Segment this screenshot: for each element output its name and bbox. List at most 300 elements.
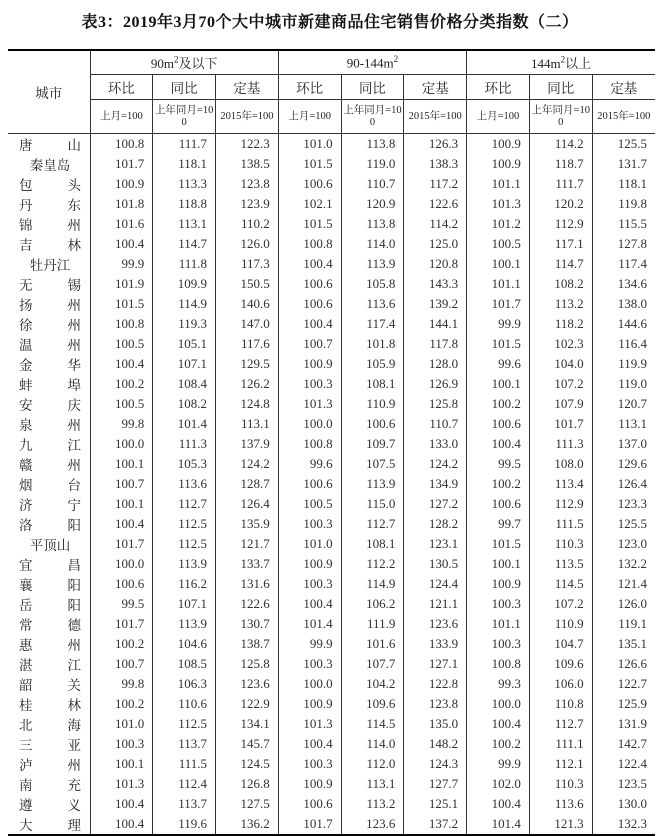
- cell-city-name: [8, 754, 90, 774]
- city-name-text: 唐 山: [19, 138, 81, 153]
- cell-city-name: [8, 154, 90, 174]
- cell-city-name: [8, 534, 90, 554]
- city-name-text: 桂 林: [19, 698, 81, 713]
- cell-index-value: 101.4: [467, 814, 530, 835]
- cell-index-value: 99.5: [90, 594, 153, 614]
- cell-index-value: 121.3: [529, 814, 592, 835]
- cell-index-value: 100.4: [278, 254, 341, 274]
- base-label-prev-month: 上月=100: [278, 100, 341, 134]
- table-row: [8, 194, 655, 214]
- cell-index-value: 114.2: [529, 134, 592, 155]
- cell-index-value: 123.6: [341, 814, 404, 835]
- city-name-text: 无 锡: [19, 278, 81, 293]
- cell-index-value: 111.7: [529, 174, 592, 194]
- cell-index-value: 112.0: [341, 754, 404, 774]
- cell-index-value: 128.7: [216, 474, 279, 494]
- cell-index-value: 100.4: [90, 354, 153, 374]
- base-label-2015: 2015年=100: [216, 100, 279, 134]
- city-name-text: 北 海: [19, 718, 81, 733]
- cell-index-value: 113.1: [153, 214, 216, 234]
- city-name-text: 三 亚: [19, 738, 81, 753]
- cell-index-value: 100.2: [90, 694, 153, 714]
- cell-index-value: 113.7: [153, 794, 216, 814]
- cell-index-value: 104.0: [529, 354, 592, 374]
- cell-index-value: 107.2: [529, 594, 592, 614]
- cell-index-value: 101.8: [90, 194, 153, 214]
- cell-index-value: 108.2: [153, 394, 216, 414]
- cell-index-value: 125.8: [404, 394, 467, 414]
- cell-index-value: 135.0: [404, 714, 467, 734]
- cell-city-name: [8, 714, 90, 734]
- cell-index-value: 110.7: [404, 414, 467, 434]
- cell-index-value: 107.1: [153, 354, 216, 374]
- price-index-table: [8, 49, 655, 836]
- cell-index-value: 100.2: [90, 374, 153, 394]
- cell-index-value: 101.8: [341, 334, 404, 354]
- table-row: [8, 694, 655, 714]
- cell-index-value: 100.3: [90, 734, 153, 754]
- cell-index-value: 101.5: [278, 154, 341, 174]
- cell-city-name: [8, 134, 90, 155]
- cell-index-value: 117.3: [216, 254, 279, 274]
- city-name-text: 秦 皇 岛: [29, 158, 71, 173]
- cell-index-value: 101.7: [529, 414, 592, 434]
- city-name-text: 济 宁: [19, 498, 81, 513]
- cell-index-value: 101.5: [467, 534, 530, 554]
- cell-index-value: 114.2: [404, 214, 467, 234]
- table-row: [8, 474, 655, 494]
- cell-index-value: 111.8: [153, 254, 216, 274]
- base-label-2015: 2015年=100: [404, 100, 467, 134]
- cell-index-value: 106.2: [341, 594, 404, 614]
- cell-index-value: 130.7: [216, 614, 279, 634]
- cell-index-value: 123.3: [592, 494, 655, 514]
- cell-index-value: 118.1: [153, 154, 216, 174]
- cell-index-value: 100.3: [278, 754, 341, 774]
- table-row: [8, 674, 655, 694]
- cell-index-value: 100.3: [467, 594, 530, 614]
- cell-index-value: 100.9: [278, 694, 341, 714]
- cell-index-value: 130.0: [592, 794, 655, 814]
- cell-index-value: 100.6: [467, 414, 530, 434]
- cell-index-value: 100.0: [90, 434, 153, 454]
- cell-index-value: 125.5: [592, 134, 655, 155]
- table-row: [8, 354, 655, 374]
- cell-index-value: 124.4: [404, 574, 467, 594]
- cell-index-value: 101.5: [90, 294, 153, 314]
- table-row: [8, 374, 655, 394]
- cell-index-value: 117.8: [404, 334, 467, 354]
- cell-index-value: 110.3: [529, 534, 592, 554]
- cell-index-value: 118.8: [153, 194, 216, 214]
- cell-index-value: 125.1: [404, 794, 467, 814]
- base-label-prev-year: 上年同月=100: [153, 100, 216, 134]
- table-row: [8, 334, 655, 354]
- base-label-prev-year: 上年同月=100: [529, 100, 592, 134]
- cell-index-value: 100.5: [278, 494, 341, 514]
- cell-index-value: 110.6: [153, 694, 216, 714]
- cell-index-value: 100.9: [467, 154, 530, 174]
- cell-city-name: [8, 294, 90, 314]
- cell-index-value: 113.9: [341, 254, 404, 274]
- cell-index-value: 100.0: [278, 674, 341, 694]
- cell-index-value: 126.4: [216, 494, 279, 514]
- cell-index-value: 101.3: [278, 714, 341, 734]
- cell-index-value: 122.4: [592, 754, 655, 774]
- city-name-text: 洛 阳: [19, 518, 81, 533]
- cell-index-value: 100.6: [278, 794, 341, 814]
- table-row: [8, 634, 655, 654]
- cell-city-name: [8, 174, 90, 194]
- cell-index-value: 126.9: [404, 374, 467, 394]
- col-header-yoy: 同比: [529, 75, 592, 100]
- cell-index-value: 113.7: [153, 734, 216, 754]
- cell-index-value: 122.3: [216, 134, 279, 155]
- cell-index-value: 133.9: [404, 634, 467, 654]
- cell-index-value: 131.6: [216, 574, 279, 594]
- city-name-text: 平 顶 山: [29, 538, 71, 553]
- cell-index-value: 145.7: [216, 734, 279, 754]
- cell-index-value: 101.4: [153, 414, 216, 434]
- cell-index-value: 125.8: [216, 654, 279, 674]
- cell-index-value: 100.1: [90, 754, 153, 774]
- cell-city-name: [8, 794, 90, 814]
- table-row: [8, 454, 655, 474]
- cell-index-value: 111.9: [341, 614, 404, 634]
- cell-index-value: 102.3: [529, 334, 592, 354]
- cell-index-value: 100.3: [278, 574, 341, 594]
- col-header-fixed-base: 定基: [404, 75, 467, 100]
- cell-index-value: 106.3: [153, 674, 216, 694]
- city-name-text: 包 头: [19, 178, 81, 193]
- cell-index-value: 138.0: [592, 294, 655, 314]
- cell-index-value: 123.1: [404, 534, 467, 554]
- cell-city-name: [8, 674, 90, 694]
- cell-city-name: [8, 814, 90, 835]
- cell-index-value: 109.6: [529, 654, 592, 674]
- city-name-text: 金 华: [19, 358, 81, 373]
- cell-index-value: 132.3: [592, 814, 655, 835]
- city-name-text: 大 理: [19, 818, 81, 833]
- cell-city-name: [8, 654, 90, 674]
- cell-index-value: 108.1: [341, 534, 404, 554]
- cell-index-value: 122.8: [404, 674, 467, 694]
- city-name-text: 牡 丹 江: [29, 258, 71, 273]
- cell-index-value: 117.4: [341, 314, 404, 334]
- header-metric-row: [8, 75, 655, 100]
- cell-city-name: [8, 434, 90, 454]
- cell-index-value: 122.6: [404, 194, 467, 214]
- cell-index-value: 107.2: [529, 374, 592, 394]
- cell-index-value: 116.4: [592, 334, 655, 354]
- cell-index-value: 107.9: [529, 394, 592, 414]
- cell-index-value: 114.7: [529, 254, 592, 274]
- cell-index-value: 100.1: [467, 554, 530, 574]
- cell-index-value: 118.7: [529, 154, 592, 174]
- cell-index-value: 100.9: [467, 134, 530, 155]
- cell-index-value: 104.6: [153, 634, 216, 654]
- cell-index-value: 142.7: [592, 734, 655, 754]
- cell-index-value: 100.3: [278, 654, 341, 674]
- city-name-text: 吉 林: [19, 238, 81, 253]
- city-name-text: 扬 州: [19, 298, 81, 313]
- base-label-prev-month: 上月=100: [90, 100, 153, 134]
- col-header-fixed-base: 定基: [592, 75, 655, 100]
- cell-index-value: 108.1: [341, 374, 404, 394]
- cell-index-value: 112.5: [153, 514, 216, 534]
- city-name-text: 丹 东: [19, 198, 81, 213]
- cell-index-value: 100.7: [278, 334, 341, 354]
- cell-index-value: 133.7: [216, 554, 279, 574]
- cell-city-name: [8, 734, 90, 754]
- cell-city-name: [8, 394, 90, 414]
- table-row: [8, 554, 655, 574]
- cell-index-value: 123.9: [216, 194, 279, 214]
- cell-index-value: 113.1: [592, 414, 655, 434]
- cell-index-value: 100.4: [278, 734, 341, 754]
- table-row: [8, 274, 655, 294]
- cell-index-value: 109.6: [341, 694, 404, 714]
- cell-city-name: [8, 594, 90, 614]
- cell-city-name: [8, 234, 90, 254]
- table-row: [8, 734, 655, 754]
- cell-index-value: 101.3: [467, 194, 530, 214]
- table-row: [8, 434, 655, 454]
- cell-index-value: 126.0: [216, 234, 279, 254]
- cell-index-value: 112.5: [153, 534, 216, 554]
- cell-index-value: 127.7: [404, 774, 467, 794]
- cell-city-name: [8, 694, 90, 714]
- table-body: [8, 134, 655, 836]
- cell-index-value: 100.1: [467, 254, 530, 274]
- cell-index-value: 121.7: [216, 534, 279, 554]
- table-row: [8, 294, 655, 314]
- cell-index-value: 113.2: [341, 794, 404, 814]
- cell-index-value: 100.9: [278, 774, 341, 794]
- table-row: [8, 174, 655, 194]
- cell-index-value: 119.8: [592, 194, 655, 214]
- table-row: [8, 494, 655, 514]
- city-name-text: 惠 州: [19, 638, 81, 653]
- cell-index-value: 124.5: [216, 754, 279, 774]
- cell-index-value: 100.6: [90, 574, 153, 594]
- cell-index-value: 138.7: [216, 634, 279, 654]
- city-name-text: 泸 州: [19, 758, 81, 773]
- city-column-header: 城市: [8, 50, 90, 134]
- cell-index-value: 137.2: [404, 814, 467, 835]
- cell-index-value: 128.0: [404, 354, 467, 374]
- cell-index-value: 124.3: [404, 754, 467, 774]
- col-header-mom: 环比: [278, 75, 341, 100]
- cell-index-value: 100.7: [90, 474, 153, 494]
- cell-index-value: 99.5: [467, 454, 530, 474]
- cell-index-value: 100.4: [467, 714, 530, 734]
- cell-index-value: 113.1: [341, 774, 404, 794]
- cell-index-value: 120.7: [592, 394, 655, 414]
- cell-index-value: 113.8: [341, 214, 404, 234]
- cell-index-value: 102.1: [278, 194, 341, 214]
- cell-index-value: 105.3: [153, 454, 216, 474]
- cell-index-value: 111.3: [153, 434, 216, 454]
- cell-index-value: 100.9: [278, 354, 341, 374]
- cell-index-value: 100.6: [467, 494, 530, 514]
- header-group-row: [8, 50, 655, 75]
- table-row: [8, 794, 655, 814]
- cell-index-value: 135.9: [216, 514, 279, 534]
- cell-index-value: 113.6: [153, 474, 216, 494]
- cell-index-value: 114.5: [341, 714, 404, 734]
- cell-index-value: 101.7: [90, 154, 153, 174]
- cell-index-value: 101.1: [467, 174, 530, 194]
- cell-index-value: 110.7: [341, 174, 404, 194]
- cell-index-value: 124.8: [216, 394, 279, 414]
- cell-city-name: [8, 194, 90, 214]
- cell-index-value: 99.6: [467, 354, 530, 374]
- cell-index-value: 100.7: [90, 654, 153, 674]
- cell-city-name: [8, 574, 90, 594]
- cell-index-value: 126.4: [592, 474, 655, 494]
- cell-city-name: [8, 414, 90, 434]
- cell-index-value: 100.9: [278, 554, 341, 574]
- table-row: [8, 814, 655, 835]
- cell-index-value: 100.2: [90, 634, 153, 654]
- cell-index-value: 127.2: [404, 494, 467, 514]
- city-name-text: 常 德: [19, 618, 81, 633]
- cell-index-value: 100.0: [467, 694, 530, 714]
- cell-index-value: 101.3: [90, 774, 153, 794]
- cell-index-value: 101.5: [278, 214, 341, 234]
- cell-index-value: 119.1: [592, 614, 655, 634]
- table-row: [8, 254, 655, 274]
- cell-index-value: 117.1: [529, 234, 592, 254]
- cell-index-value: 108.2: [529, 274, 592, 294]
- cell-index-value: 114.0: [341, 734, 404, 754]
- cell-index-value: 100.2: [467, 394, 530, 414]
- cell-index-value: 112.7: [341, 514, 404, 534]
- cell-city-name: [8, 334, 90, 354]
- cell-index-value: 129.5: [216, 354, 279, 374]
- cell-index-value: 123.8: [404, 694, 467, 714]
- cell-index-value: 113.9: [153, 554, 216, 574]
- cell-index-value: 112.7: [153, 494, 216, 514]
- cell-index-value: 125.0: [404, 234, 467, 254]
- cell-index-value: 100.9: [90, 174, 153, 194]
- cell-index-value: 109.9: [153, 274, 216, 294]
- city-name-text: 安 庆: [19, 398, 81, 413]
- table-row: [8, 714, 655, 734]
- city-name-text: 襄 阳: [19, 578, 81, 593]
- cell-index-value: 112.9: [529, 494, 592, 514]
- cell-index-value: 100.4: [90, 234, 153, 254]
- cell-index-value: 101.1: [467, 614, 530, 634]
- cell-index-value: 113.6: [529, 794, 592, 814]
- cell-index-value: 106.0: [529, 674, 592, 694]
- cell-index-value: 113.6: [341, 294, 404, 314]
- cell-index-value: 101.6: [341, 634, 404, 654]
- cell-index-value: 113.5: [529, 554, 592, 574]
- cell-index-value: 111.5: [529, 514, 592, 534]
- table-row: [8, 594, 655, 614]
- cell-index-value: 114.7: [153, 234, 216, 254]
- city-name-text: 韶 关: [19, 678, 81, 693]
- cell-index-value: 113.1: [216, 414, 279, 434]
- cell-index-value: 111.7: [153, 134, 216, 155]
- cell-index-value: 118.1: [592, 174, 655, 194]
- cell-index-value: 131.7: [592, 154, 655, 174]
- cell-index-value: 117.6: [216, 334, 279, 354]
- cell-index-value: 100.4: [278, 594, 341, 614]
- cell-index-value: 113.3: [153, 174, 216, 194]
- group-label-text: 90m: [150, 56, 174, 71]
- city-name-text: 泉 州: [19, 418, 81, 433]
- city-name-text: 蚌 埠: [19, 378, 81, 393]
- cell-index-value: 110.2: [216, 214, 279, 234]
- cell-index-value: 101.0: [90, 714, 153, 734]
- group-header-90-144: [278, 50, 466, 75]
- cell-index-value: 123.0: [592, 534, 655, 554]
- cell-index-value: 114.0: [341, 234, 404, 254]
- cell-index-value: 115.0: [341, 494, 404, 514]
- cell-index-value: 107.7: [341, 654, 404, 674]
- cell-index-value: 100.0: [278, 414, 341, 434]
- cell-city-name: [8, 254, 90, 274]
- cell-index-value: 101.5: [467, 334, 530, 354]
- cell-index-value: 126.8: [216, 774, 279, 794]
- city-name-text: 锦 州: [19, 218, 81, 233]
- cell-index-value: 107.1: [153, 594, 216, 614]
- table-row: [8, 214, 655, 234]
- cell-index-value: 128.2: [404, 514, 467, 534]
- group-label-sup: 2: [173, 54, 179, 65]
- cell-index-value: 144.6: [592, 314, 655, 334]
- cell-index-value: 100.6: [278, 474, 341, 494]
- cell-index-value: 119.9: [592, 354, 655, 374]
- group-label-text: 以上: [565, 56, 592, 71]
- group-label-text: 144m: [530, 56, 561, 71]
- group-label-text: 及以下: [178, 56, 218, 71]
- cell-index-value: 108.5: [153, 654, 216, 674]
- city-name-text: 宜 昌: [19, 558, 81, 573]
- table-row: [8, 654, 655, 674]
- cell-index-value: 109.7: [341, 434, 404, 454]
- cell-index-value: 111.5: [153, 754, 216, 774]
- table-row: [8, 134, 655, 155]
- city-name-text: 遵 义: [19, 798, 81, 813]
- cell-city-name: [8, 314, 90, 334]
- cell-index-value: 118.2: [529, 314, 592, 334]
- table-row: [8, 394, 655, 414]
- cell-index-value: 100.4: [467, 794, 530, 814]
- cell-index-value: 119.0: [592, 374, 655, 394]
- cell-index-value: 123.5: [592, 774, 655, 794]
- cell-city-name: [8, 554, 90, 574]
- cell-index-value: 140.6: [216, 294, 279, 314]
- cell-index-value: 100.8: [90, 314, 153, 334]
- cell-index-value: 100.8: [467, 654, 530, 674]
- cell-index-value: 127.8: [592, 234, 655, 254]
- cell-index-value: 124.2: [216, 454, 279, 474]
- table-row: [8, 234, 655, 254]
- cell-index-value: 144.1: [404, 314, 467, 334]
- cell-index-value: 123.6: [216, 674, 279, 694]
- cell-index-value: 99.9: [467, 754, 530, 774]
- cell-index-value: 119.3: [153, 314, 216, 334]
- cell-index-value: 114.9: [341, 574, 404, 594]
- city-name-text: 岳 阳: [19, 598, 81, 613]
- city-name-text: 九 江: [19, 438, 81, 453]
- cell-city-name: [8, 614, 90, 634]
- cell-index-value: 113.9: [153, 614, 216, 634]
